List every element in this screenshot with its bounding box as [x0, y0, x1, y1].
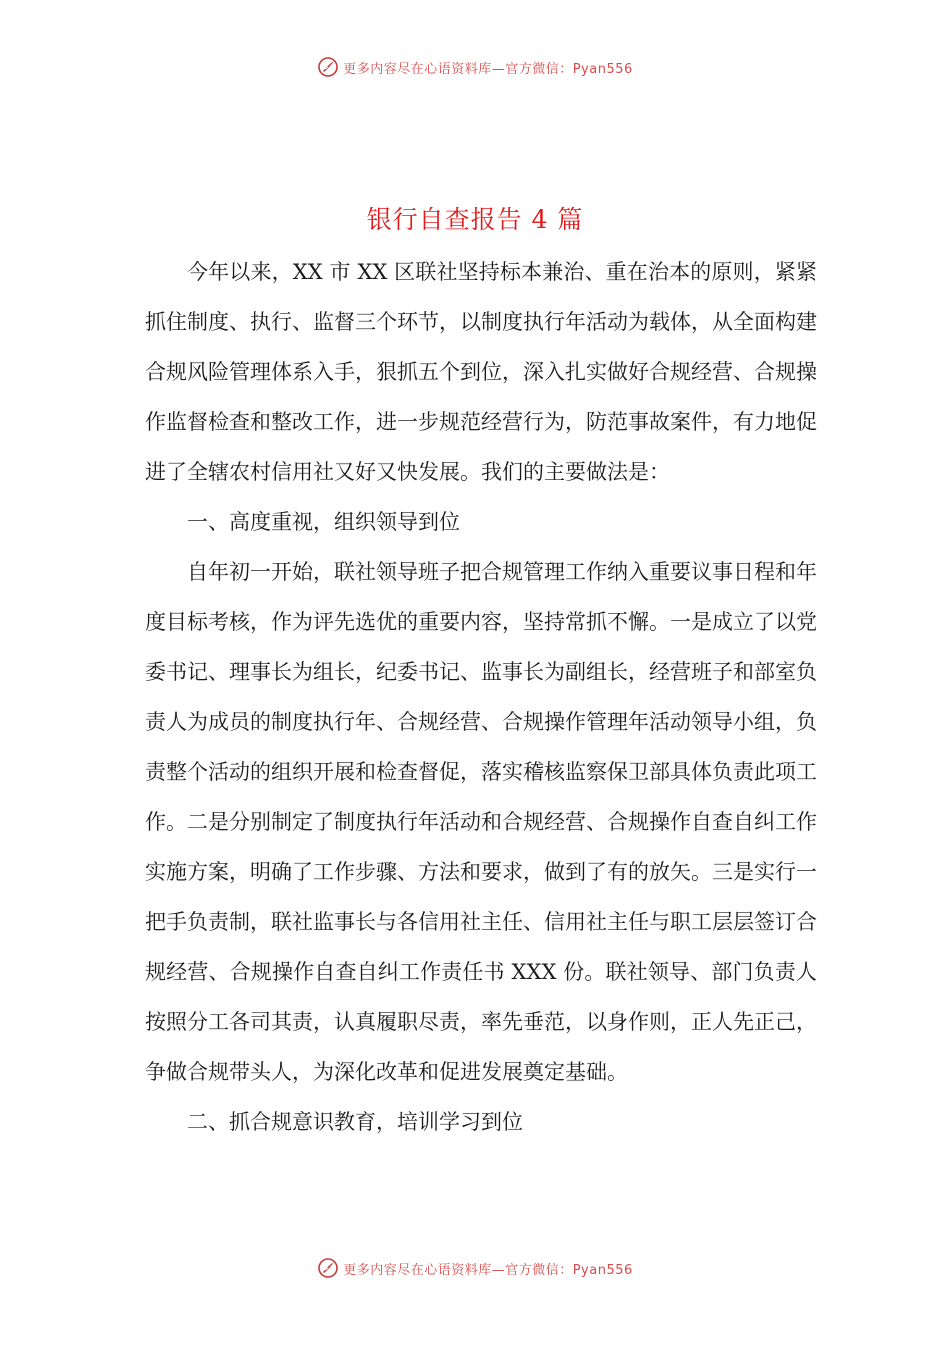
paragraph-section-1: 自年初一开始，联社领导班子把合规管理工作纳入重要议事日程和年度目标考核，作为评先选优的重要内容，坚持常抓不懈。一是成立了以党委书记、理事长为组长，纪委书记、监事长为副组长，经营班子和部室负责人为成员的制度执行年、合规经营、合规操作管理年活动领导小组，负责整个活动的组织开展和检查督促，落实稽核监察保卫部具体负责此项工作。二是分别制定了制度执行年活动和合规经营、合规操作自查自纠工作实施方案，明确了工作步骤、方法和要求，做到了有的放矢。三是实行一把手负责制，联社监事长与各信用社主任、信用社主任与职工层层签订合规经营、合规操作自查自纠工作责任书 XXX 份。联社领导、部门负责人按照分工各司其责，认真履职尽责，率先垂范，以身作则，正人先正己，争做合规带头人，为深化改革和促进发展奠定基础。: [145, 560, 817, 1084]
quill-logo-icon: [317, 1257, 339, 1279]
quill-logo-icon: [317, 56, 339, 78]
footer-banner: [0, 1257, 950, 1279]
paragraph-intro: 今年以来，XX 市 XX 区联社坚持标本兼治、重在治本的原则，紧紧抓住制度、执行、监督三个环节，以制度执行年活动为载体，从全面构建合规风险管理体系入手，狠抓五个到位，深入扎实做好合规经营、合规操作监督检查和整改工作，进一步规范经营行为，防范事故案件，有力地促进了全辖农村信用社又好又快发展。我们的主要做法是：: [145, 260, 817, 484]
document-title: 银行自查报告 4 篇: [366, 205, 584, 234]
header-banner-text: 更多内容尽在心语资料库—官方微信：Pyan556: [343, 61, 633, 77]
document-body: [145, 247, 817, 1147]
section-heading-1: 一、高度重视，组织领导到位: [187, 510, 460, 534]
footer-banner-text: 更多内容尽在心语资料库—官方微信：Pyan556: [343, 1262, 633, 1278]
section-heading-2: 二、抓合规意识教育，培训学习到位: [187, 1110, 523, 1134]
header-banner: [0, 56, 950, 78]
